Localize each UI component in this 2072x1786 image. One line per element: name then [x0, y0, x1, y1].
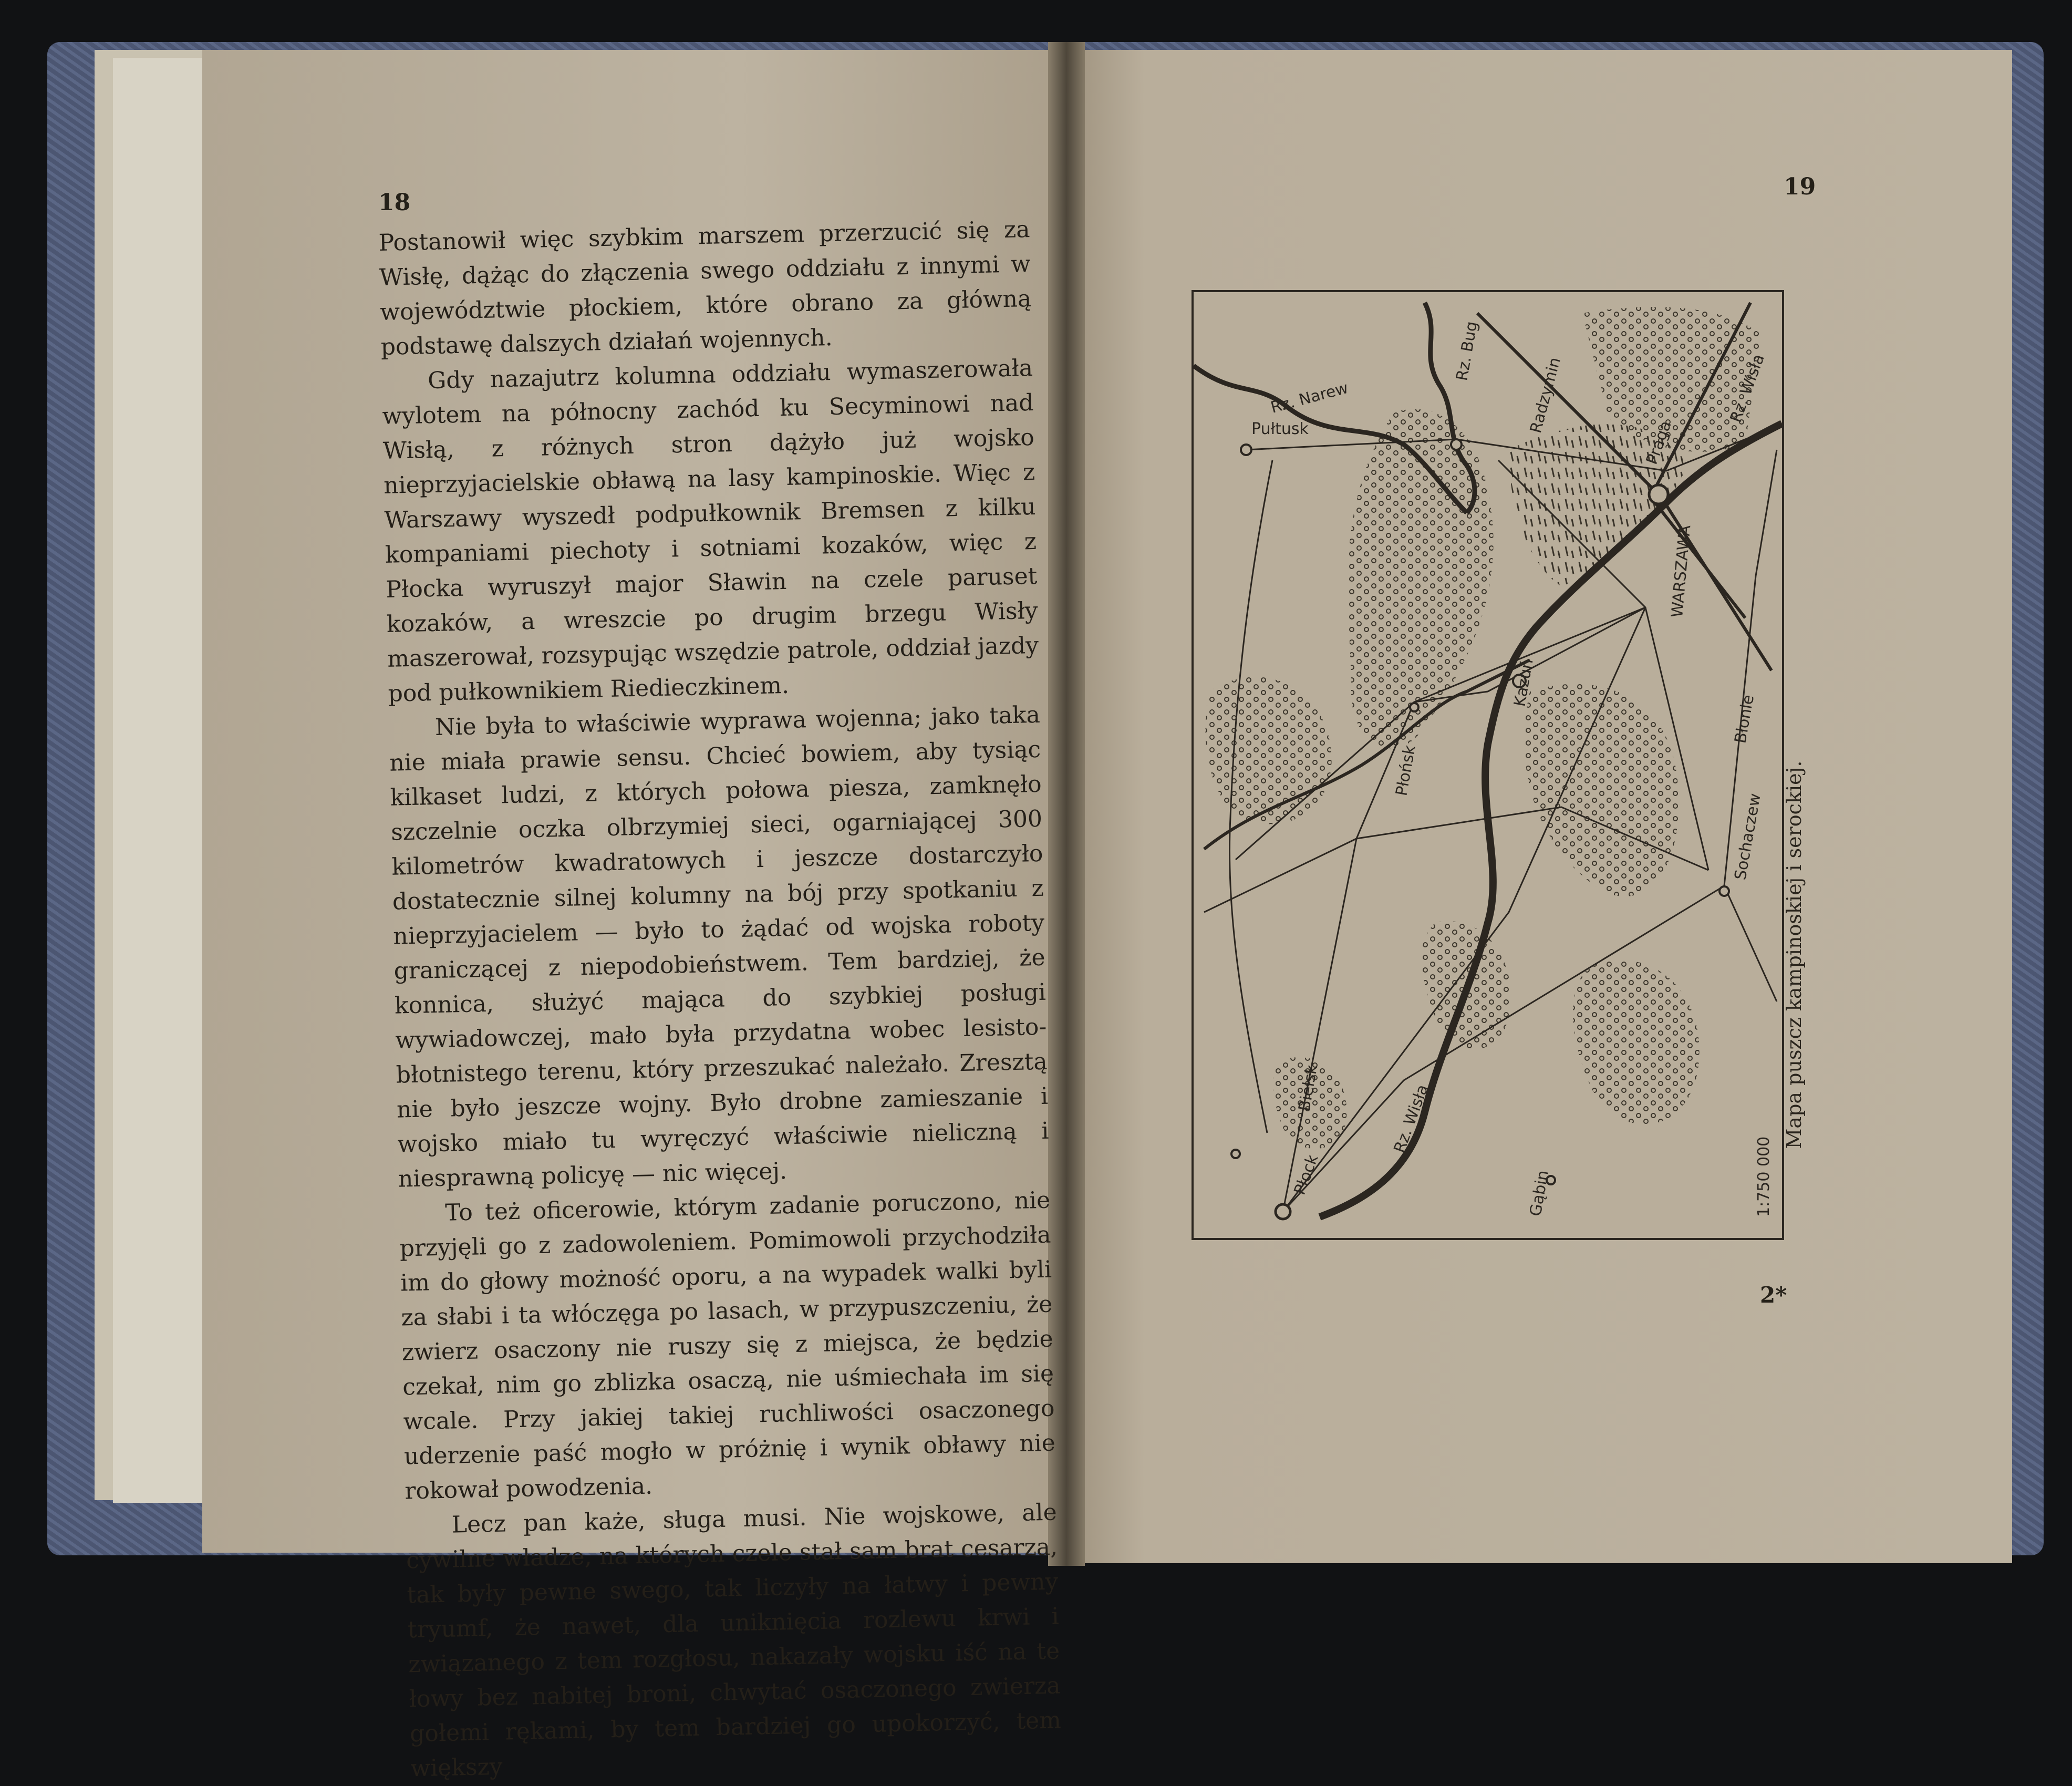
railway-3 — [1651, 497, 1745, 618]
town-plonsk-marker — [1410, 703, 1418, 711]
left-page-number: 18 — [378, 189, 411, 216]
label-warszawa: WARSZAWA — [1668, 524, 1695, 618]
town-bielsk-marker — [1231, 1150, 1240, 1158]
town-pultusk-marker — [1241, 445, 1251, 455]
label-pultusk: Pułtusk — [1251, 420, 1309, 438]
label-praga: Praga — [1642, 418, 1675, 467]
town-plock-marker — [1276, 1204, 1290, 1219]
forest-west — [1206, 677, 1332, 824]
map-caption-text: Mapa puszcz kampinoskiej i serockiej. — [1783, 760, 1806, 1149]
road-9 — [1283, 886, 1777, 1212]
label-wisla-bottom: Rz. Wisła — [1390, 1082, 1432, 1155]
paragraph-1: Postanowił więc szybkim marszem przerzucić się za Wisłę, dążąc do złączenia swego oddziału z innymi w województwie płockiem, które obrano za główną podstawę dalszych działań wojennych. — [378, 216, 1032, 360]
kampinos-forest-south — [1524, 684, 1679, 897]
right-page-number: 19 — [1784, 173, 1816, 200]
label-blonie: Błonie — [1731, 693, 1758, 745]
signature-mark: 2* — [1760, 1282, 1787, 1308]
town-serock-marker — [1451, 439, 1462, 450]
label-sochaczew: Sochaczew — [1731, 792, 1765, 882]
town-warszawa-marker — [1649, 485, 1668, 504]
town-sochaczew-marker — [1719, 886, 1729, 896]
label-kazun: Kazuń — [1510, 657, 1537, 708]
label-gabin: Gąbin — [1526, 1169, 1553, 1218]
paragraph-5: Lecz pan każe, sługa musi. Nie wojskowe, ale cywilne władze, na których czele stał sam brat cesarza, tak były pewne swego, tak liczyły na łatwy i pewny tryumf, że nawet, dla uniknięcia rozlewu krwi i związanego z tem rozgłosu, nakazały wojsku iść na te łowy bez nabitej broni, chwytać osaczonego zwierza gołemi rękami, by tem bardziej go upokorzyć, tem większy — [406, 1499, 1062, 1782]
map-drawing — [1194, 292, 1782, 1238]
label-radzymin: Radzymin — [1526, 355, 1565, 436]
forest-south-2 — [1573, 960, 1699, 1124]
book-gutter — [1048, 42, 1085, 1566]
label-narew: Rz. Narew — [1269, 378, 1351, 417]
paragraph-4: To też oficerowie, którym zadanie poruczono, nie przyjęli go z zadowoleniem. Pomimowoli przychodziła im do głowy możność oporu, a na wypadek walki byli za słabi i ta włóczęga po lasach, w przypuszczeniu, że zwierz osaczony nie ruszy się z miejsca, że będzie czekał, nim go zblizka osaczą, nie uśmiechała im się wcale. Przy jakiej takiej ruchliwości osaczonego uderzenie paść mogło w próżnię i wynik obławy nie rokował powodzenia. — [399, 1186, 1056, 1505]
left-page-text — [378, 212, 1062, 1786]
label-plock: Płock — [1290, 1152, 1322, 1197]
label-bug: Rz. Bug — [1453, 319, 1482, 383]
map — [1192, 290, 1784, 1240]
label-wisla-top: Rz. Wisła — [1726, 352, 1768, 425]
road-7 — [1283, 839, 1356, 1212]
label-scale: 1:750 000 — [1755, 1136, 1773, 1217]
label-plonsk: Płońsk — [1392, 744, 1420, 798]
paragraph-3: Nie była to właściwie wyprawa wojenna; jako taka nie miała prawie sensu. Chcieć bowiem, aby tysiąc kilkaset ludzi, z których połowa piesza, zamknęło szczelnie oczka olbrzymiej sieci, ogarniającej 300 kilometrów kwadratowych i jeszcze dostarczyło dostatecznie silnej kolumny na bój przy spotkaniu z nieprzyjacielem — było to żądać od wojska roboty graniczącej z niepodobieństwem. Tem bardziej, że konnica, służyć mająca do szybkiej posługi wywiadowczej, mało była przydatna wobec lesisto-błotnistego terenu, który przeszukać należało. Zresztą nie było jeszcze wojny. Było drobne zamieszanie i wojsko miało tu wyręczyć właściwie nieliczną i niesprawną policyę — nic więcej. — [389, 701, 1049, 1193]
paragraph-2: Gdy nazajutrz kolumna oddziału wymaszerowała wylotem na północny zachód ku Secyminowi nad Wisłą, z różnych stron dążyło już wojsko nieprzyjacielskie obławą na lasy kampinoskie. Więc z Warszawy wyszedł podpułkownik Bremsen z kilku kompaniami piechoty i sotniami kozaków, więc z Płocka wyruszył major Sławin na czele paruset kozaków, a wreszcie po drugim brzegu Wisły maszerował, rozsypując wszędzie patrole, oddział jazdy pod pułkownikiem Riedieczkinem. — [382, 354, 1039, 707]
label-bielsk: Bielsk — [1295, 1063, 1322, 1113]
